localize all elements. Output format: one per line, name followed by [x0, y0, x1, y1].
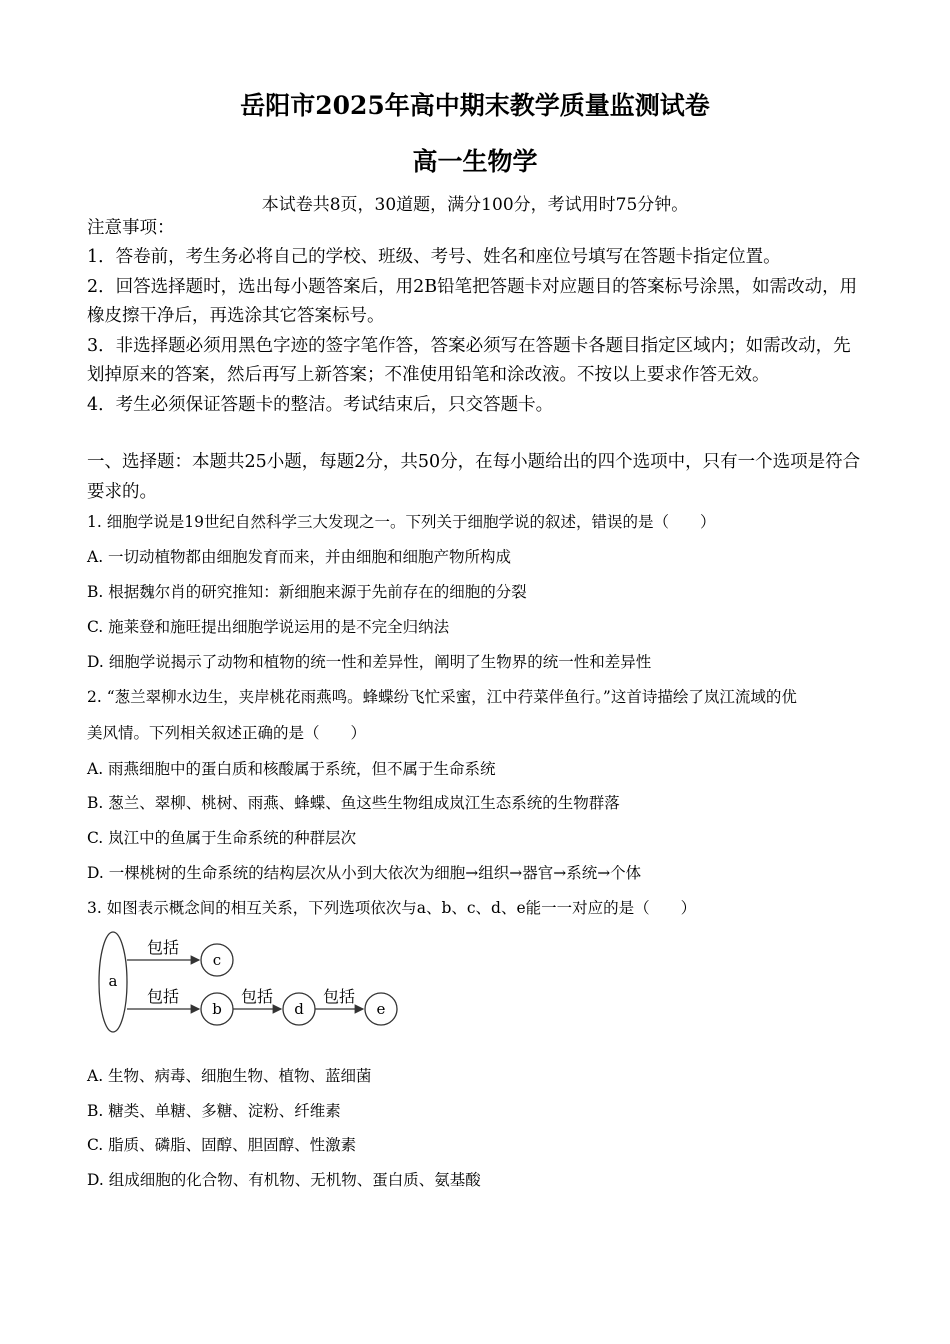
question-1-option-d: D. 细胞学说揭示了动物和植物的统一性和差异性，阐明了生物界的统一性和差异性 [87, 653, 652, 671]
notice-item: 4．考生必须保证答题卡的整洁。考试结束后，只交答题卡。 [87, 394, 554, 415]
node-c-label: c [212, 951, 222, 969]
edge-label-d-e: 包括 [322, 987, 356, 1006]
node-e-label: e [376, 1000, 386, 1018]
question-1-option-c: C. 施莱登和施旺提出细胞学说运用的是不完全归纳法 [87, 618, 450, 636]
exam-info: 本试卷共8页，30道题，满分100分，考试用时75分钟。 [261, 195, 689, 215]
node-a-label: a [108, 972, 118, 990]
notice-item: 3．非选择题必须用黑色字迹的签字笔作答，答案必须写在答题卡各题目指定区域内；如需改动，先划掉原来的答案，然后再写上新答案；不准使用铅笔和涂改液。不按以上要求作答无效。 [87, 335, 851, 385]
node-b-label: b [212, 1000, 222, 1018]
question-2-stem-line-2: 美风情。下列相关叙述正确的是（ ） [87, 724, 367, 742]
question-1-option-a: A. 一切动植物都由细胞发育而来，并由细胞和细胞产物所构成 [87, 548, 512, 566]
question-3-option-d: D. 组成细胞的化合物、有机物、无机物、蛋白质、氨基酸 [87, 1171, 481, 1189]
notice-list [87, 243, 867, 420]
concept-diagram [95, 926, 415, 1038]
section-heading [87, 448, 867, 507]
edge-label-a-b: 包括 [146, 987, 180, 1006]
question-1-option-b: B. 根据魏尔肖的研究推知：新细胞来源于先前存在的细胞的分裂 [87, 583, 527, 601]
question-1-stem: 1. 细胞学说是19世纪自然科学三大发现之一。下列关于细胞学说的叙述，错误的是（ ） [87, 513, 716, 531]
edge-label-a-c: 包括 [146, 938, 180, 957]
edge-label-b-d: 包括 [240, 987, 274, 1006]
question-2-option-b: B. 葱兰、翠柳、桃树、雨燕、蜂蝶、鱼这些生物组成岚江生态系统的生物群落 [87, 794, 620, 812]
notice-heading: 注意事项： [87, 218, 175, 238]
section-heading-text: 一、选择题：本题共25小题，每题2分，共50分，在每小题给出的四个选项中，只有一个选项是符合要求的。 [87, 452, 861, 502]
question-3-stem: 3. 如图表示概念间的相互关系，下列选项依次与a、b、c、d、e能一一对应的是（ ） [87, 899, 697, 917]
notice-item: 1．答卷前，考生务必将自己的学校、班级、考号、姓名和座位号填写在答题卡指定位置。 [87, 247, 781, 267]
question-3-option-c: C. 脂质、磷脂、固醇、胆固醇、性激素 [87, 1136, 357, 1154]
notice-item: 2．回答选择题时，选出每小题答案后，用2B铅笔把答题卡对应题目的答案标号涂黑，如需改动，用橡皮擦干净后，再选涂其它答案标号。 [87, 276, 858, 326]
question-2-option-c: C. 岚江中的鱼属于生命系统的种群层次 [87, 829, 357, 847]
question-2-stem-line-1: 2. “葱兰翠柳水边生，夹岸桃花雨燕鸣。蜂蝶纷飞忙采蜜，江中荇菜伴鱼行。”这首诗描绘了岚江流域的优 [87, 688, 797, 706]
node-d-label: d [294, 1000, 304, 1018]
question-2-option-d: D. 一棵桃树的生命系统的结构层次从小到大依次为细胞→组织→器官→系统→个体 [87, 864, 642, 882]
question-3-option-b: B. 糖类、单糖、多糖、淀粉、纤维素 [87, 1102, 341, 1120]
question-2-option-a: A. 雨燕细胞中的蛋白质和核酸属于系统，但不属于生命系统 [87, 760, 496, 778]
question-3-option-a: A. 生物、病毒、细胞生物、植物、蓝细菌 [87, 1067, 372, 1085]
subject-title: 高一生物学 [412, 147, 538, 176]
exam-title: 岳阳市2025年高中期末教学质量监测试卷 [240, 91, 710, 120]
